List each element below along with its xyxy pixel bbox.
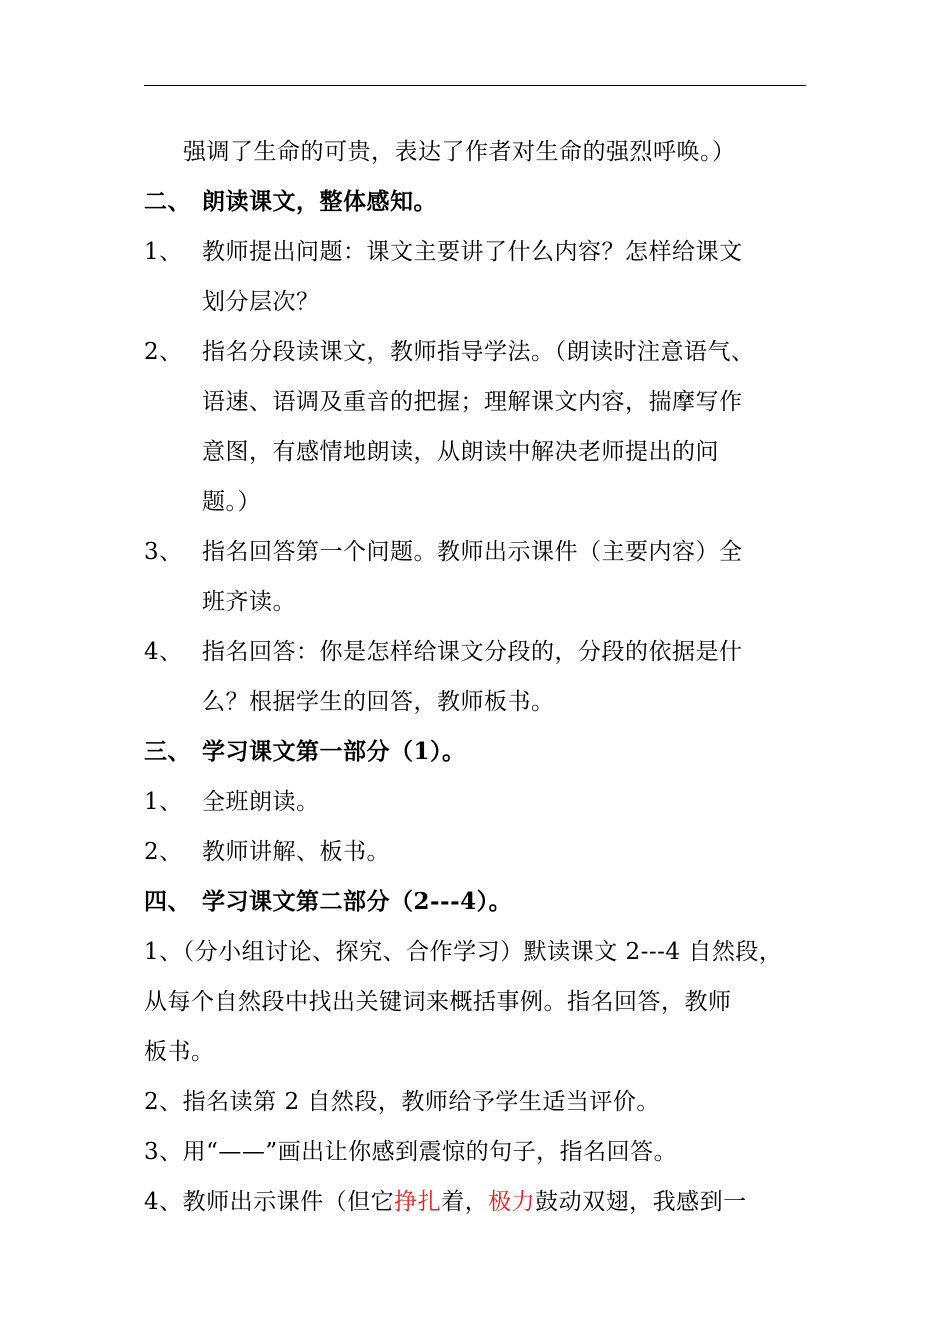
list-item-continuation: [202, 477, 261, 527]
text: 板书。: [144, 1039, 215, 1065]
text: 鼓动双翅，我感到一: [535, 1189, 747, 1215]
heading-text: 学习课文第二部分（2---4）。: [202, 888, 513, 915]
list-number: 1、: [144, 239, 183, 265]
list-number: 2、: [144, 339, 183, 365]
list-item: [144, 327, 755, 377]
list-number: 1、: [144, 789, 183, 815]
section-heading-3: [144, 727, 466, 777]
list-text: 指名回答：你是怎样给课文分段的，分段的依据是什: [202, 639, 743, 665]
list-text: 意图，有感情地朗读，从朗读中解决老师提出的问: [202, 439, 719, 465]
list-item: [144, 777, 320, 827]
heading-text: 朗读课文，整体感知。: [202, 188, 437, 215]
text: 着，: [441, 1189, 489, 1215]
text: 4、教师出示课件（但它: [144, 1189, 395, 1215]
text: 3、用“——”画出让你感到震惊的句子，指名回答。: [144, 1139, 678, 1165]
text: 2、指名读第 2 自然段，教师给予学生适当评价。: [144, 1089, 660, 1115]
paragraph-line: [144, 1077, 660, 1127]
section-heading-2: [144, 177, 437, 227]
list-item-continuation: [202, 427, 719, 477]
list-item: [144, 627, 743, 677]
list-text: 划分层次？: [202, 289, 320, 315]
list-number: 2、: [144, 839, 183, 865]
heading-number: 三、: [144, 738, 191, 765]
list-item-continuation: [202, 577, 296, 627]
list-text: 教师提出问题：课文主要讲了什么内容？怎样给课文: [202, 239, 743, 265]
text: 1、（分小组讨论、探究、合作学习）默读课文 2---4 自然段，: [144, 939, 783, 965]
header-rule: [144, 85, 806, 86]
list-text: 么？根据学生的回答，教师板书。: [202, 689, 555, 715]
list-item: [144, 227, 743, 277]
list-text: 题。）: [202, 489, 261, 515]
list-text: 班齐读。: [202, 589, 296, 615]
text: 从每个自然段中找出关键词来概括事例。指名回答，教师: [144, 989, 732, 1015]
heading-number: 二、: [144, 188, 191, 215]
paragraph-line: [144, 1027, 215, 1077]
list-text: 语速、语调及重音的把握；理解课文内容，揣摩写作: [202, 389, 743, 415]
text: 强调了生命的可贵，表达了作者对生命的强烈呼唤。）: [183, 139, 736, 165]
list-item-continuation: [202, 277, 320, 327]
paragraph-line: [144, 1127, 677, 1177]
paragraph-line: [144, 927, 782, 977]
paragraph-line: [183, 127, 736, 177]
heading-number: 四、: [144, 888, 191, 915]
section-heading-4: [144, 877, 512, 927]
list-number: 4、: [144, 639, 183, 665]
list-item-continuation: [202, 377, 743, 427]
list-text: 指名分段读课文，教师指导学法。（朗读时注意语气、: [202, 339, 755, 365]
heading-text: 学习课文第一部分（1）。: [202, 738, 466, 765]
list-number: 3、: [144, 539, 183, 565]
paragraph-line: [144, 977, 732, 1027]
paragraph-line: [144, 1177, 747, 1227]
list-item: [144, 527, 743, 577]
list-item-continuation: [202, 677, 555, 727]
list-text: 教师讲解、板书。: [202, 839, 390, 865]
list-text: 指名回答第一个问题。教师出示课件（主要内容）全: [202, 539, 743, 565]
list-text: 全班朗读。: [202, 789, 320, 815]
highlighted-word: 极力: [488, 1189, 536, 1215]
list-item: [144, 827, 390, 877]
highlighted-word: 挣扎: [394, 1189, 442, 1215]
